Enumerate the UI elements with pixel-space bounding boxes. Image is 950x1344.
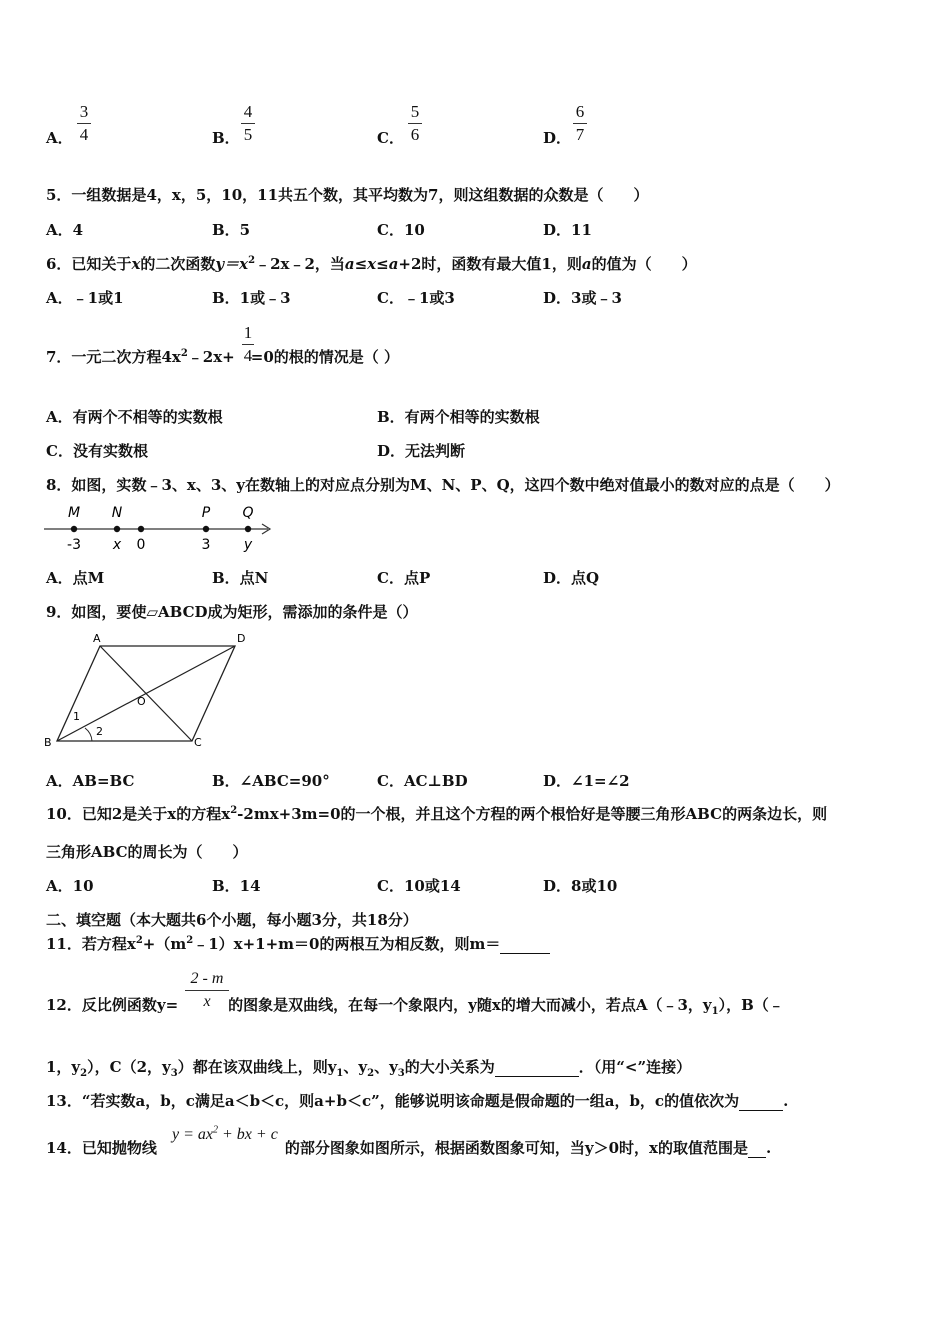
q8-option-c: C．点P xyxy=(377,569,431,587)
q11-stem xyxy=(46,934,550,954)
section-2-heading: 二、填空题（本大题共6个小题，每小题3分，共18分） xyxy=(46,911,418,929)
q9-parallelogram-figure xyxy=(40,628,255,750)
q5-option-d: D．11 xyxy=(543,221,592,239)
q8-option-d: D．点Q xyxy=(543,569,600,587)
q12-line2-e: 、y xyxy=(374,1058,398,1076)
q10-stem xyxy=(46,804,827,824)
q7-stem-c: =0的根的情况是（ ） xyxy=(250,348,399,366)
q6-func: y＝x xyxy=(215,255,249,273)
q9-option-a: A．AB=BC xyxy=(46,772,135,790)
q5-option-b: B．5 xyxy=(212,221,251,239)
q6-option-c: C．﹣1或3 xyxy=(377,289,455,307)
q12-fraction xyxy=(184,968,230,1013)
q12-line2-d: 、y xyxy=(343,1058,368,1076)
q14-end: . xyxy=(765,1139,772,1157)
q4-option-d-fraction xyxy=(570,101,590,146)
q10-stem-b: -2mx+3m=0的一个根，并且这个方程的两个根恰好是等腰三角形ABC的两条边长，则 xyxy=(237,805,828,823)
q4-d-num: 6 xyxy=(575,102,585,121)
q12-sub-3b: 3 xyxy=(397,1068,405,1079)
number-line-point xyxy=(203,526,209,532)
number-line-point-label: Q xyxy=(242,505,254,521)
q7-stem-b: ﹣2x+ xyxy=(187,348,235,366)
q12-line2-f: 的大小关系为 xyxy=(404,1058,495,1076)
q14-formula-b: + bx + c xyxy=(218,1126,278,1143)
q4-d-den: 7 xyxy=(575,125,585,144)
q8-stem: 8．如图，实数﹣3、x、3、y在数轴上的对应点分别为M、N、P、Q，这四个数中绝对值最小的数对应的点是（ ） xyxy=(46,476,840,494)
q7-stem-a: 7．一元二次方程4x xyxy=(46,348,181,366)
q14-stem-a: 14．已知抛物线 xyxy=(46,1139,157,1157)
q13-stem xyxy=(46,1091,788,1111)
label-a: A xyxy=(93,632,101,645)
q4-a-den: 4 xyxy=(79,125,89,144)
q11-answer-blank[interactable] xyxy=(500,939,550,954)
q4-option-d-letter: D． xyxy=(543,129,572,147)
q7-stem xyxy=(46,347,399,367)
q4-option-a-letter: A． xyxy=(46,129,73,147)
q14-sup: 2 xyxy=(213,1124,218,1136)
q14-stem xyxy=(46,1138,771,1158)
q12-stem-b: 的图象是双曲线，在每一个象限内，y随x的增大而减小，若点A（﹣3，y xyxy=(228,996,712,1014)
q6-cond: a≤x≤a xyxy=(344,255,399,273)
q10-stem-a: 10．已知2是关于x的方程x xyxy=(46,805,231,823)
q6-func-rest: ﹣2x﹣2，当 xyxy=(255,255,345,273)
q7-option-b: B．有两个相等的实数根 xyxy=(377,408,540,426)
number-line-point-value: 0 xyxy=(136,537,146,553)
q9-option-c: C．AC⊥BD xyxy=(377,772,468,790)
q12-stem-a: 12．反比例函数y= xyxy=(46,996,179,1014)
q13-answer-blank[interactable] xyxy=(739,1096,783,1111)
q12-line2-c: ）都在该双曲线上，则y xyxy=(177,1058,337,1076)
label-angle-2: 2 xyxy=(96,725,103,738)
label-d: D xyxy=(237,632,246,645)
q4-c-num: 5 xyxy=(410,102,420,121)
q7-frac-den: 4 xyxy=(243,346,253,365)
number-line-point-value: -3 xyxy=(67,537,81,553)
label-c: C xyxy=(194,736,202,749)
number-line-point-label: P xyxy=(201,505,211,521)
q12-sub-1b: 1 xyxy=(336,1068,344,1079)
q10-stem-line2: 三角形ABC的周长为（ ） xyxy=(46,843,248,861)
q14-formula xyxy=(172,1126,278,1144)
q13-stem-text: 13．“若实数a，b，c满足a＜b＜c，则a+b＜c”，能够说明该命题是假命题的一组a，b，c的值依次为 xyxy=(46,1092,740,1110)
q6-option-a: A．﹣1或1 xyxy=(46,289,124,307)
q4-option-c-letter: C． xyxy=(377,129,404,147)
q8-number-line-figure xyxy=(42,500,277,556)
q4-b-num: 4 xyxy=(243,102,253,121)
q11-stem-c: ﹣1）x+1+m＝0的两根互为相反数，则m＝ xyxy=(193,935,501,953)
q4-option-a-fraction xyxy=(74,101,94,146)
q12-stem xyxy=(46,995,784,1015)
q4-a-num: 3 xyxy=(79,102,89,121)
q6-stem-c: +2时，函数有最大值1，则 xyxy=(398,255,582,273)
q10-option-d: D．8或10 xyxy=(543,877,618,895)
q6-stem-a: 6．已知关于 xyxy=(46,255,132,273)
q4-option-c-fraction xyxy=(405,101,425,146)
q4-option-b-fraction xyxy=(238,101,258,146)
number-line-point-label: M xyxy=(67,505,81,521)
q4-c-den: 6 xyxy=(410,125,420,144)
q14-answer-blank[interactable] xyxy=(748,1143,766,1158)
q12-sub-1: 1 xyxy=(711,1006,719,1017)
q9-stem: 9．如图，要使▱ABCD成为矩形，需添加的条件是（） xyxy=(46,603,418,621)
q7-option-c: C．没有实数根 xyxy=(46,442,148,460)
q5-option-c: C．10 xyxy=(377,221,425,239)
number-line-point-label: N xyxy=(111,505,123,521)
q13-end: . xyxy=(783,1092,789,1110)
q8-option-b: B．点N xyxy=(212,569,269,587)
q12-line2-g: ．（用“<”连接） xyxy=(578,1058,692,1076)
q9-option-b: B．∠ABC=90° xyxy=(212,772,330,790)
q11-sup-2: 2 xyxy=(186,935,194,946)
q5-stem: 5．一组数据是4，x，5，10，11共五个数，其平均数为7，则这组数据的众数是（ ） xyxy=(46,186,649,204)
angle-2-arc xyxy=(85,728,92,741)
number-line-point xyxy=(138,526,144,532)
q6-option-d: D．3或﹣3 xyxy=(543,289,622,307)
q12-stem-c: ），B（﹣ xyxy=(718,996,784,1014)
number-line-point xyxy=(71,526,77,532)
q7-option-d: D．无法判断 xyxy=(377,442,466,460)
q11-sup-1: 2 xyxy=(135,935,143,946)
q5-option-a: A．4 xyxy=(46,221,84,239)
q10-option-b: B．14 xyxy=(212,877,261,895)
number-line-point-value: 3 xyxy=(201,537,211,553)
q7-sup: 2 xyxy=(180,348,188,359)
q10-sup: 2 xyxy=(230,805,238,816)
q6-stem-b: 的二次函数 xyxy=(140,255,216,273)
q14-formula-a: y = ax xyxy=(172,1126,213,1143)
q7-fraction xyxy=(239,322,257,367)
q4-option-b-letter: B． xyxy=(212,129,240,147)
q12-line2-b: ），C（2，y xyxy=(87,1058,171,1076)
q6-x: x xyxy=(131,255,141,273)
q11-stem-b: +（m xyxy=(142,935,187,953)
q12-answer-blank[interactable] xyxy=(495,1062,579,1077)
q12-frac-den: x xyxy=(203,993,211,1010)
q4-b-den: 5 xyxy=(243,125,253,144)
q9-option-d: D．∠1=∠2 xyxy=(543,772,630,790)
q6-option-b: B．1或﹣3 xyxy=(212,289,291,307)
number-line-point xyxy=(245,526,251,532)
label-o: O xyxy=(137,695,146,708)
label-angle-1: 1 xyxy=(73,710,80,723)
q10-option-a: A．10 xyxy=(46,877,94,895)
q12-sub-2b: 2 xyxy=(367,1068,375,1079)
q6-a: a xyxy=(581,255,592,273)
q6-stem-d: 的值为（ ） xyxy=(591,255,697,273)
q12-sub-3: 3 xyxy=(170,1068,178,1079)
diagonal-bd xyxy=(57,646,235,741)
number-line-point-value: x xyxy=(112,537,122,553)
q11-stem-a: 11．若方程x xyxy=(46,935,136,953)
number-line-point xyxy=(114,526,120,532)
q14-stem-b: 的部分图象如图所示，根据函数图象可知，当y＞0时，x的取值范围是 xyxy=(284,1139,748,1157)
q10-option-c: C．10或14 xyxy=(377,877,461,895)
q6-sup: 2 xyxy=(248,255,256,266)
q12-stem-line2 xyxy=(46,1057,691,1077)
q12-sub-2: 2 xyxy=(80,1068,88,1079)
q12-line2-a: 1，y xyxy=(46,1058,81,1076)
q8-option-a: A．点M xyxy=(46,569,105,587)
q6-stem xyxy=(46,254,697,274)
q12-frac-num: 2 - m xyxy=(190,970,224,987)
label-b: B xyxy=(44,736,52,749)
q7-frac-num: 1 xyxy=(243,323,253,342)
number-line-point-value: y xyxy=(243,537,253,553)
q7-option-a: A．有两个不相等的实数根 xyxy=(46,408,223,426)
